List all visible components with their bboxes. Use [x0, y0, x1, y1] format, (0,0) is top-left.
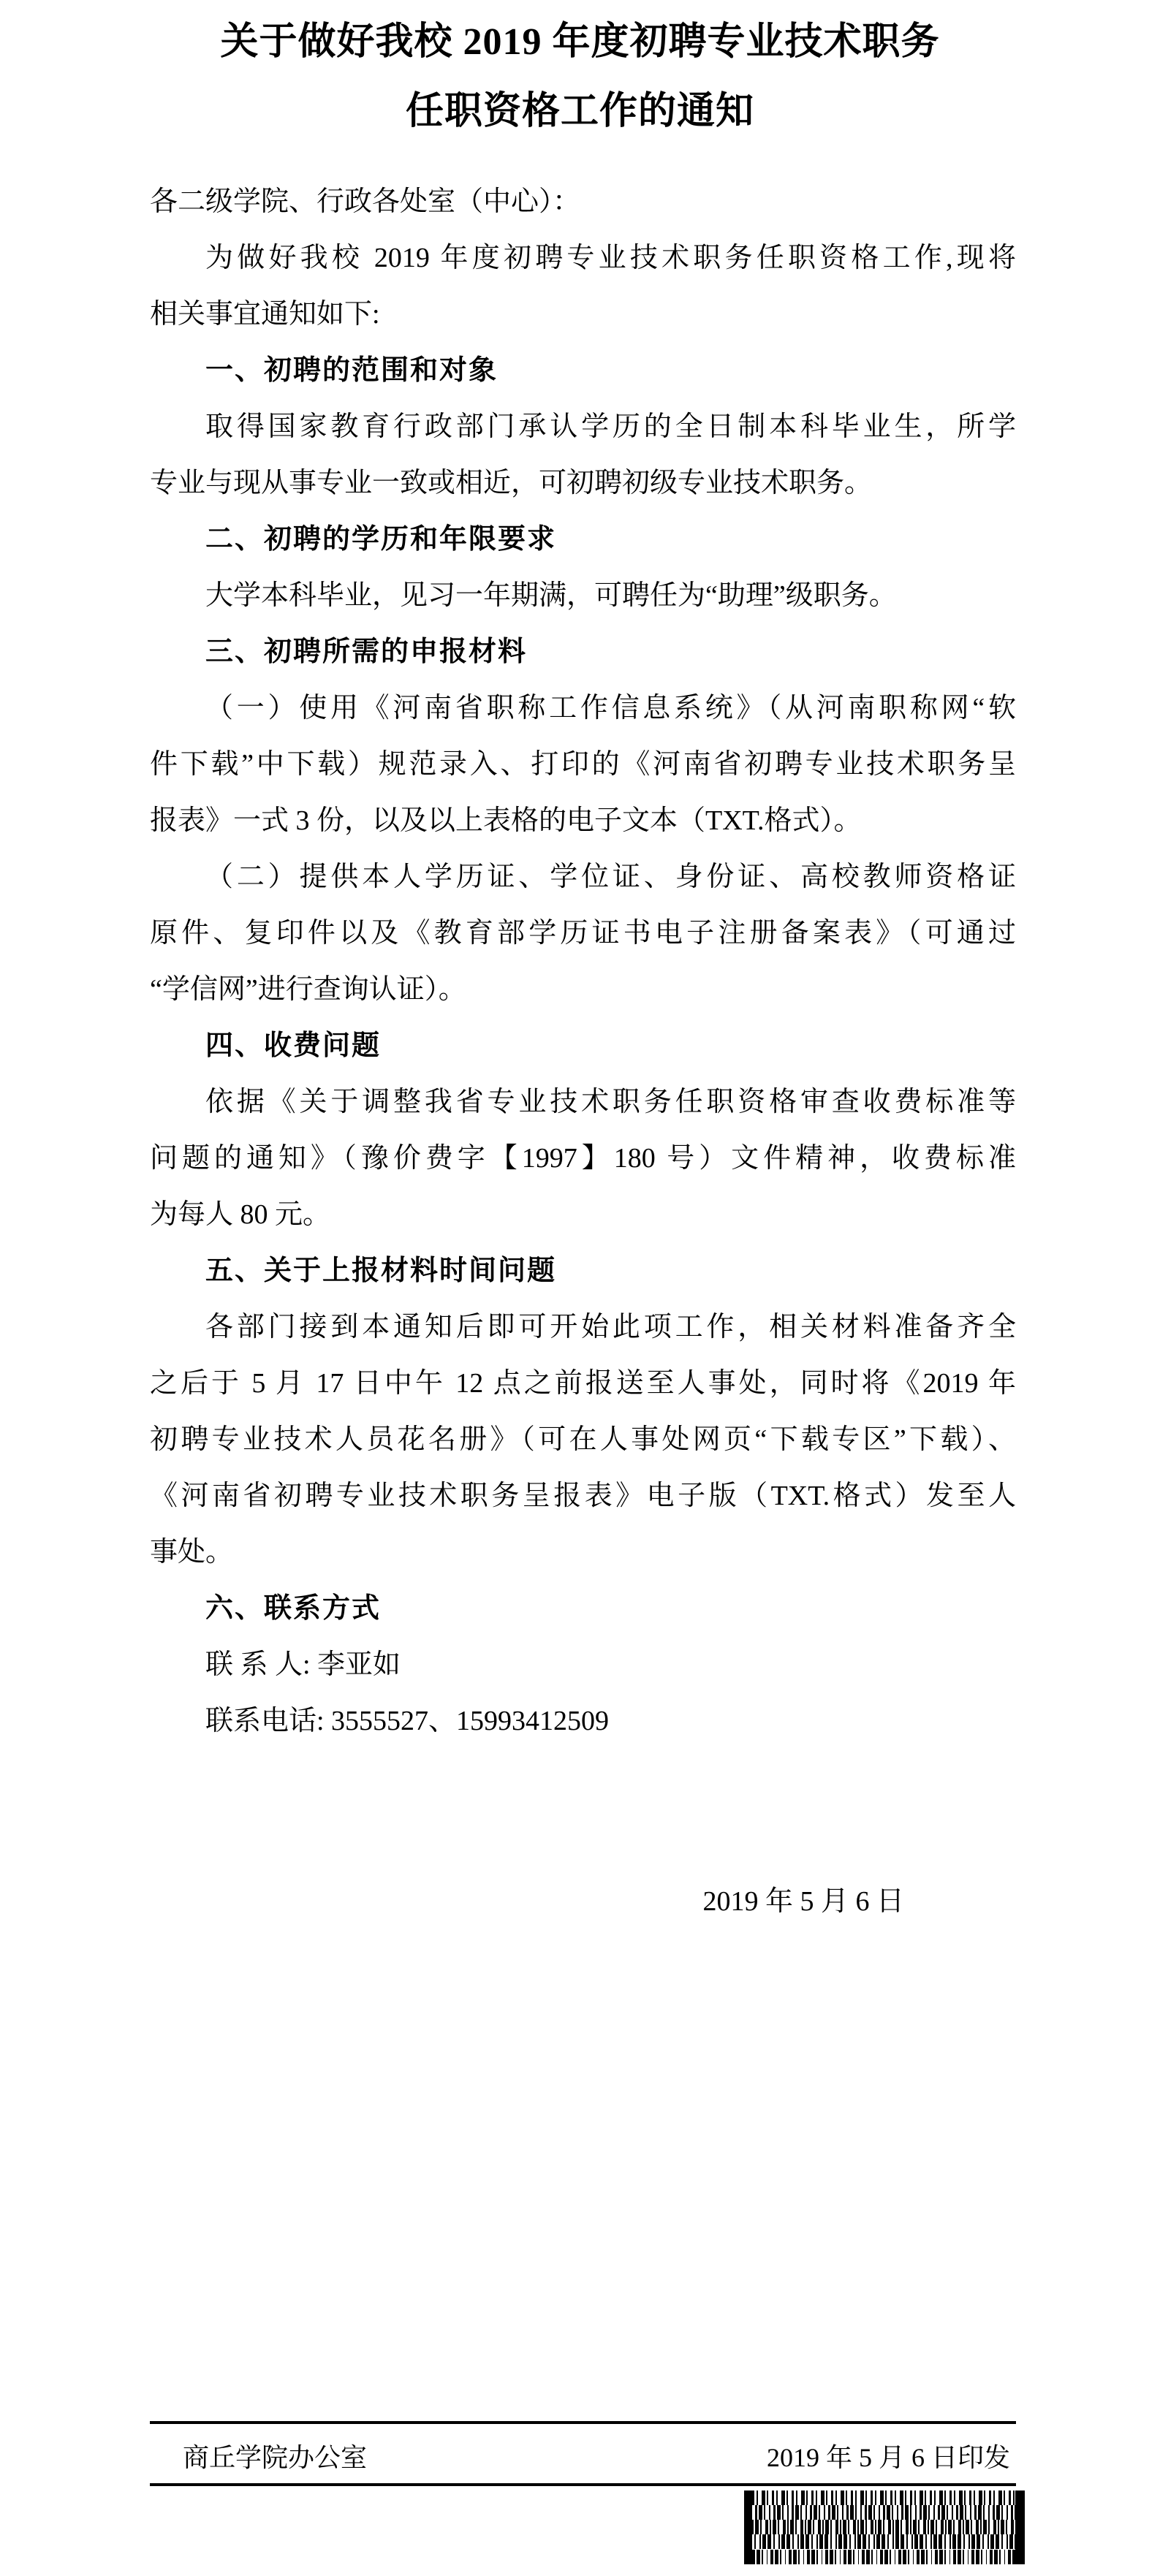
section-heading-6: 六、联系方式: [205, 1593, 382, 1624]
section-heading-2: 二、初聘的学历和年限要求: [205, 524, 557, 555]
doc-line: 取得国家教育行政部门承认学历的全日制本科毕业生，所学: [205, 411, 1016, 442]
section-heading-5: 五、关于上报材料时间问题: [205, 1255, 557, 1286]
doc-line: 专业与现从事专业一致或相近，可初聘初级专业技术职务。: [150, 468, 873, 498]
doc-line: “学信网”进行查询认证）。: [150, 974, 466, 1005]
doc-line: 《河南省初聘专业技术职务呈报表》电子版（TXT.格式）发至人: [150, 1481, 1016, 1511]
doc-title: [0, 7, 1160, 146]
doc-line: 件下载”中下载）规范录入、打印的《河南省初聘专业技术职务呈: [150, 749, 1016, 780]
footer-print-date: 2019 年 5 月 6 日印发: [766, 2442, 1010, 2472]
footer-office: 商丘学院办公室: [183, 2442, 368, 2472]
doc-line: 报表》一式 3 份，以及以上表格的电子文本（TXT.格式）。: [150, 805, 862, 836]
doc-line: （一）使用《河南省职称工作信息系统》（从河南职称网“软: [205, 693, 1016, 723]
footer-rule-top: [150, 2421, 1016, 2424]
doc-line: 大学本科毕业，见习一年期满，可聘任为“助理”级职务。: [205, 580, 897, 611]
doc-line: 为每人 80 元。: [150, 1199, 331, 1230]
contact-person-line: 联 系 人: 李亚如: [205, 1649, 401, 1680]
doc-salutation: 各二级学院、行政各处室（中心）：: [150, 186, 581, 217]
footer-row: [150, 2435, 1016, 2476]
doc-title-line-2: 任职资格工作的通知: [405, 91, 754, 132]
pdf417-barcode: [744, 2490, 1025, 2564]
doc-line: 之后于 5 月 17 日中午 12 点之前报送至人事处，同时将《2019 年: [150, 1368, 1016, 1399]
doc-line: 为做好我校 2019 年度初聘专业技术职务任职资格工作,现将: [205, 243, 1016, 273]
doc-body: [150, 174, 1016, 1930]
section-heading-1: 一、初聘的范围和对象: [205, 355, 499, 386]
doc-line: 问题的通知》（豫价费字【1997】180 号）文件精神，收费标准: [150, 1143, 1016, 1174]
doc-line: 初聘专业技术人员花名册》（可在人事处网页“下载专区”下载）、: [150, 1424, 1016, 1455]
doc-line: 各部门接到本通知后即可开始此项工作，相关材料准备齐全: [205, 1312, 1016, 1342]
doc-line: 相关事宜通知如下:: [150, 299, 380, 330]
notice-date: 2019 年 5 月 6 日: [702, 1886, 904, 1917]
doc-line: 依据《关于调整我省专业技术职务任职资格审查收费标准等: [205, 1087, 1016, 1117]
footer-rule-bottom: [150, 2483, 1016, 2486]
section-heading-3: 三、初聘所需的申报材料: [205, 637, 528, 667]
doc-line: （二）提供本人学历证、学位证、身份证、高校教师资格证: [205, 862, 1016, 892]
doc-line: 原件、复印件以及《教育部学历证书电子注册备案表》（可通过: [150, 918, 1016, 949]
section-heading-4: 四、收费问题: [205, 1030, 382, 1061]
doc-title-line-1: 关于做好我校 2019 年度初聘专业技术职务: [220, 21, 940, 63]
doc-line: 事处。: [150, 1537, 234, 1568]
contact-phone-line: 联系电话: 3555527、15993412509: [205, 1706, 610, 1736]
